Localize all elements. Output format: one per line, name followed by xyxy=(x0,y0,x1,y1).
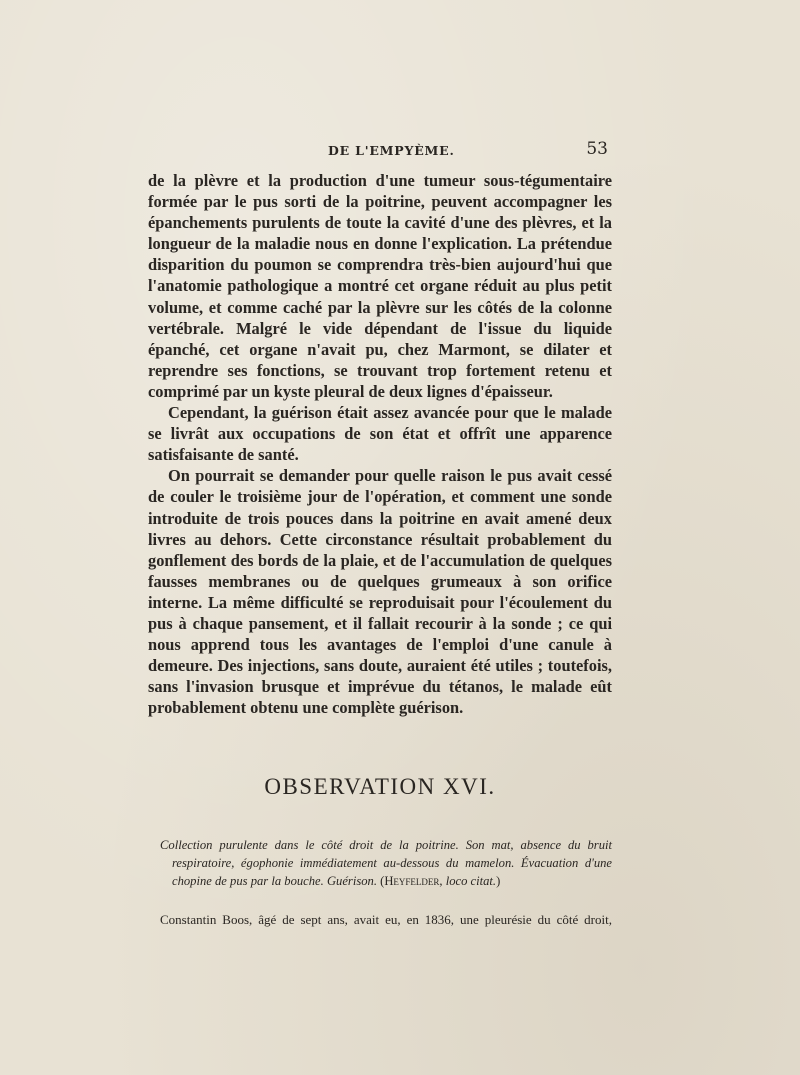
paragraph-recovery: Cependant, la guérison était assez avancée pour que le malade se livrât aux occupations de son état et offrît une apparence satisfaisante de santé. xyxy=(148,403,612,465)
citation-separator: , xyxy=(439,874,446,888)
page-number: 53 xyxy=(586,139,608,159)
citation-location: loco citat. xyxy=(445,874,497,888)
observation-heading: OBSERVATION XVI. xyxy=(264,774,496,799)
running-head: DE L'EMPYÈME. xyxy=(328,143,455,158)
summary-text: Collection purulente dans le côté droit de la poitrine. Son mat, absence du bruit respiratoire, égophonie immédiatement au-dessous du mamelon. Évacuation d'une chopine de pus par la bouche. Guérison. xyxy=(160,838,612,888)
body-text xyxy=(148,170,612,718)
citation-author: Heyfelder xyxy=(384,874,440,888)
citation-open: ( xyxy=(380,874,385,888)
summary-paragraph xyxy=(160,836,612,890)
citation-close: ) xyxy=(496,874,501,888)
observation-first-line: Constantin Boos, âgé de sept ans, avait eu, en 1836, une pleurésie du côté droit, xyxy=(160,912,612,927)
observation-summary xyxy=(160,836,612,890)
paragraph-continuation: de la plèvre et la production d'une tumeur sous-tégumentaire formée par le pus sorti de la poitrine, peuvent accompagner les épanchements purulents de toute la cavité d'une des plèvres, et la longueur de la maladie nous en donne l'explication. La prétendue disparition du poumon se comprendra très-bien aujourd'hui que l'anatomie pathologique a montré cet organe réduit au plus petit volume, et comme caché par la plèvre sur les côtés de la colonne vertébrale. Malgré le vide dépendant de l'issue du liquide épanché, cet organe n'avait pu, chez Marmont, se dilater et reprendre ses fonctions, se trouvant trop fortement retenu et comprimé par un kyste pleural de deux lignes d'épaisseur. xyxy=(148,171,612,401)
page-header xyxy=(148,139,610,165)
paragraph-discussion: On pourrait se demander pour quelle raison le pus avait cessé de couler le troisième jour de l'opération, et comment une sonde introduite de trois pouces dans la poitrine en avait amené deux livres au dehors. Cette circonstance résultait probablement du gonflement des bords de la plaie, et de l'accumulation de quelques fausses membranes ou de quelques grumeaux à son orifice interne. La même difficulté se reproduisait pour l'écoulement du pus à chaque pansement, et il fallait recourir à la sonde ; ce qui nous apprend tous les avantages de l'emploi d'une canule à demeure. Des injections, sans doute, auraient été utiles ; toutefois, sans l'invasion brusque et imprévue du tétanos, le malade eût probablement obtenu une complète guérison. xyxy=(148,466,612,718)
